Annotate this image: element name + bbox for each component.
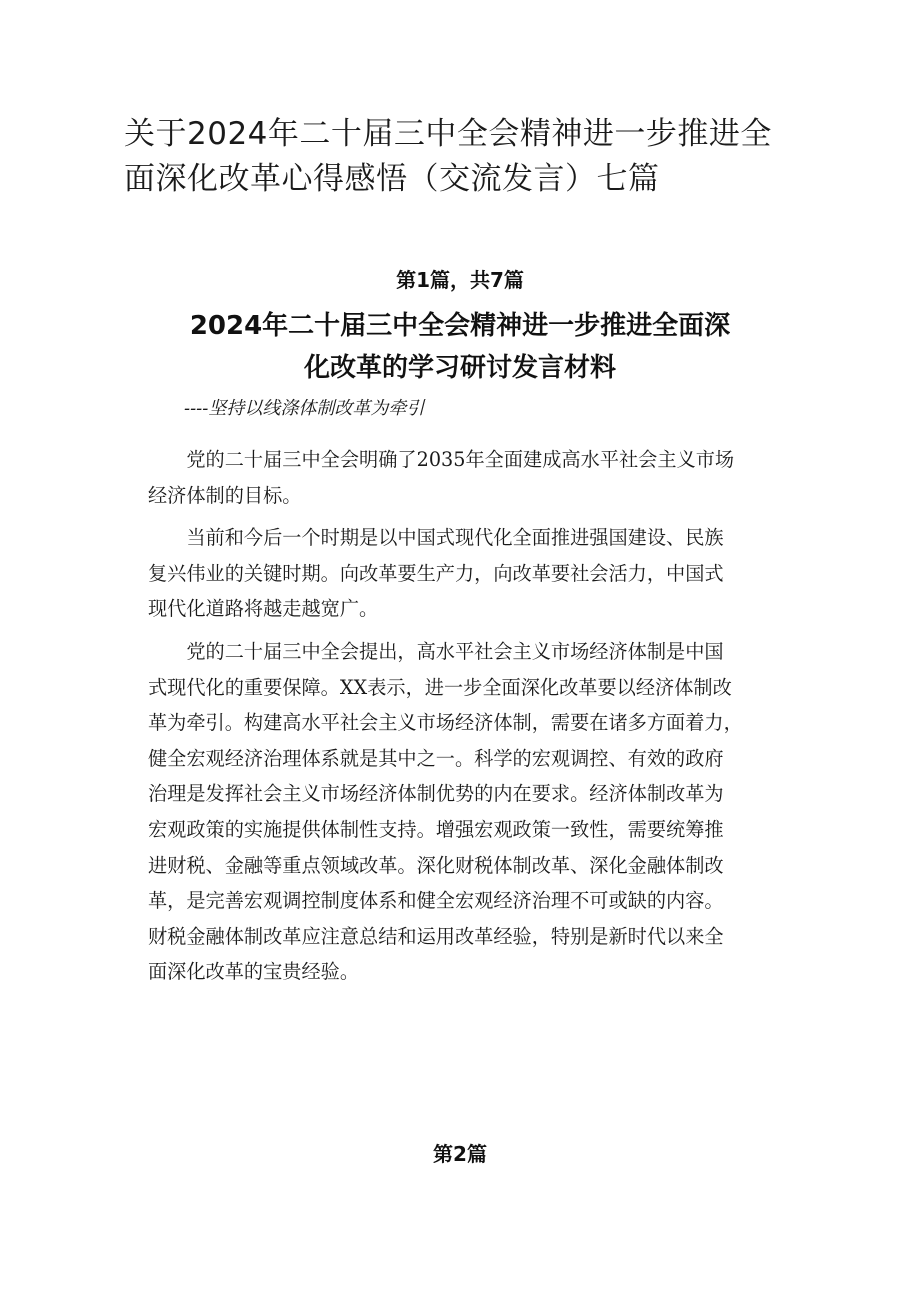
article-title <box>110 305 810 389</box>
paragraph-line: 治理是发挥社会主义市场经济体制优势的内在要求。经济体制改革为 <box>148 782 724 806</box>
paragraph-line: 健全宏观经济治理体系就是其中之一。科学的宏观调控、有效的政府 <box>148 746 724 770</box>
document-title <box>124 112 804 202</box>
paragraph-line: 宏观政策的实施提供体制性支持。增强宏观政策一致性，需要统筹推 <box>148 817 724 841</box>
part-2-header: 第2篇 <box>433 1142 487 1166</box>
article-title-line: 化改革的学习研讨发言材料 <box>303 353 616 383</box>
paragraph-line: 当前和今后一个时期是以中国式现代化全面推进强国建设、民族 <box>148 526 724 550</box>
paragraph <box>148 442 778 513</box>
paragraph-line: 财税金融体制改革应注意总结和运用改革经验，特别是新时代以来全 <box>148 924 724 948</box>
document-title-line: 面深化改革心得感悟（交流发言）七篇 <box>124 161 660 197</box>
paragraph-line: 党的二十届三中全会明确了2035年全面建成高水平社会主义市场 <box>148 448 735 471</box>
article-title-line: 2024年二十届三中全会精神进一步推进全面深 <box>189 311 731 341</box>
article-body <box>148 442 778 997</box>
article-subtitle: ----坚持以线涤体制改革为牵引 <box>184 398 425 419</box>
part-1-header: 第1篇，共7篇 <box>396 268 524 292</box>
paragraph-line: 进财税、金融等重点领域改革。深化财税体制改革、深化金融体制改 <box>148 853 724 877</box>
paragraph-line: 面深化改革的宝贵经验。 <box>148 960 360 984</box>
paragraph-line: 革为牵引。构建高水平社会主义市场经济体制，需要在诸多方面着力， <box>148 711 743 735</box>
paragraph-line: 经济体制的目标。 <box>148 483 302 507</box>
paragraph-line: 党的二十届三中全会提出，高水平社会主义市场经济体制是中国 <box>148 639 724 663</box>
paragraph-line: 革，是完善宏观调控制度体系和健全宏观经济治理不可或缺的内容。 <box>148 889 724 913</box>
paragraph-line: 复兴伟业的关键时期。向改革要生产力，向改革要社会活力，中国式 <box>148 561 724 585</box>
paragraph-line: 式现代化的重要保障。XX表示，进一步全面深化改革要以经济体制改 <box>148 675 732 699</box>
document-title-line: 关于2024年二十届三中全会精神进一步推进全 <box>124 116 772 152</box>
paragraph-line: 现代化道路将越走越宽广。 <box>148 597 379 621</box>
paragraph <box>148 520 778 627</box>
paragraph <box>148 634 778 990</box>
